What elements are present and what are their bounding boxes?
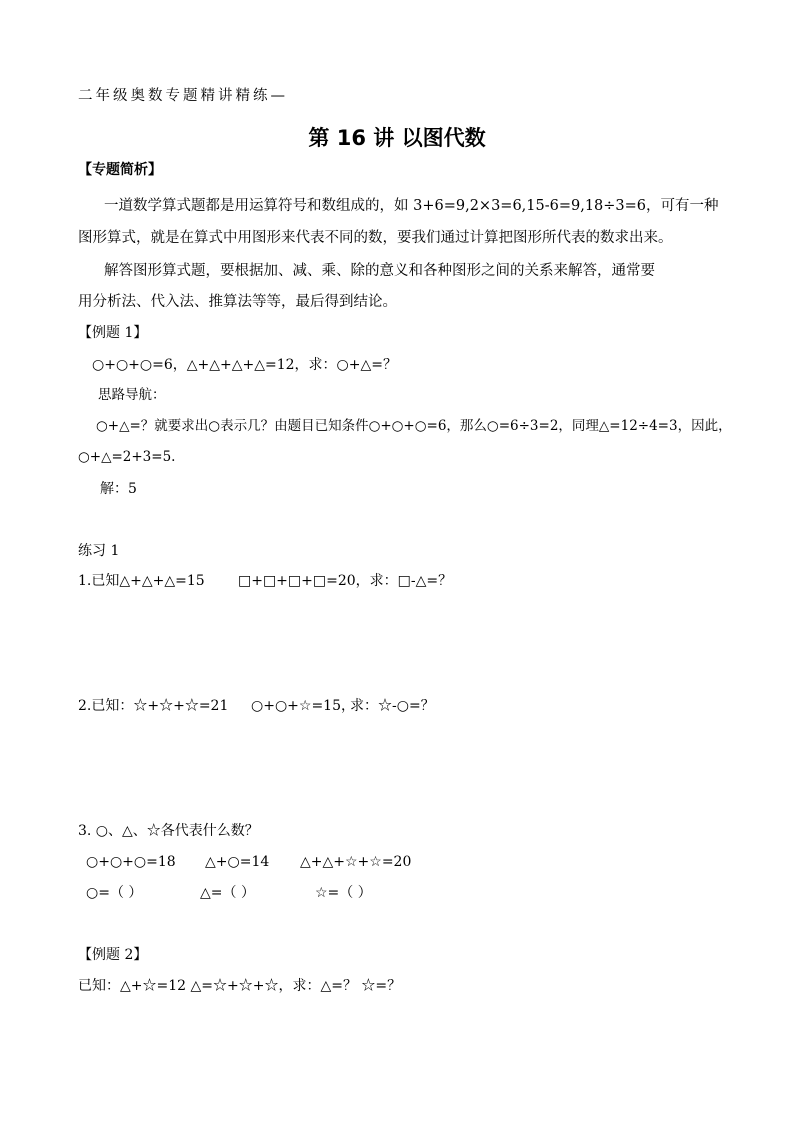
example-1-hint-label: 思路导航：: [98, 387, 166, 403]
practice-1-question-3-answer-star: ☆=（ ）: [315, 885, 372, 901]
example-1-heading: 【例题 1】: [78, 325, 148, 341]
intro-paragraph-2-line-2: 用分析法、代入法、推算法等等，最后得到结论。: [78, 294, 397, 310]
practice-1-question-2-part-b: ○+○+☆=15，: [251, 698, 355, 714]
example-2-problem: 已知：△+☆=12 △=☆+☆+☆，求：△=？ ☆=？: [78, 978, 402, 994]
practice-1-question-3-equation-2: △+○=14: [205, 854, 270, 870]
intro-paragraph-2-line-1: 解答图形算式题，要根据加、减、乘、除的意义和各种图形之间的关系来解答，通常要: [104, 263, 655, 279]
lecture-title: 第 16 讲 以图代数: [308, 126, 486, 150]
practice-1-question-3-title: 3. ○、△、☆各代表什么数？: [78, 823, 259, 839]
example-1-answer: 解：5: [100, 481, 137, 497]
practice-1-question-3-answer-circle: ○=（ ）: [86, 885, 143, 901]
practice-1-question-1-part-b: □+□+□+□=20，求：□-△=？: [238, 573, 453, 589]
practice-1-question-2-part-a: 2.已知：☆+☆+☆=21: [78, 698, 229, 714]
example-1-problem: ○+○+○=6，△+△+△+△=12，求：○+△=？: [92, 357, 397, 373]
example-1-hint-line-2: ○+△=2+3=5.: [78, 449, 176, 465]
intro-paragraph-1-line-2: 图形算式，就是在算式中用图形来代表不同的数，要我们通过计算把图形所代表的数求出来。: [78, 230, 673, 246]
example-2-heading: 【例题 2】: [78, 947, 148, 963]
example-1-hint-line-1: ○+△=？就要求出○表示几？由题目已知条件○+○+○=6，那么○=6÷3=2，同理△=12÷4=3，因此，: [96, 418, 732, 434]
practice-1-question-3-equation-1: ○+○+○=18: [86, 854, 176, 870]
practice-1-question-1-part-a: 1.已知△+△+△=15: [78, 573, 205, 589]
practice-1-heading: 练习 1: [78, 543, 120, 559]
practice-1-question-2-part-c: 求：☆-○=？: [350, 698, 435, 714]
intro-heading: 【专题简析】: [78, 162, 162, 178]
series-title: 二年级奥数专题精讲精练—: [78, 88, 288, 104]
practice-1-question-3-equation-3: △+△+☆+☆=20: [300, 854, 412, 870]
practice-1-question-3-answer-triangle: △=（ ）: [200, 885, 255, 901]
intro-paragraph-1-line-1: 一道数学算式题都是用运算符号和数组成的，如 3+6=9,2×3=6,15-6=9,18÷3=6，可有一种: [104, 198, 719, 214]
